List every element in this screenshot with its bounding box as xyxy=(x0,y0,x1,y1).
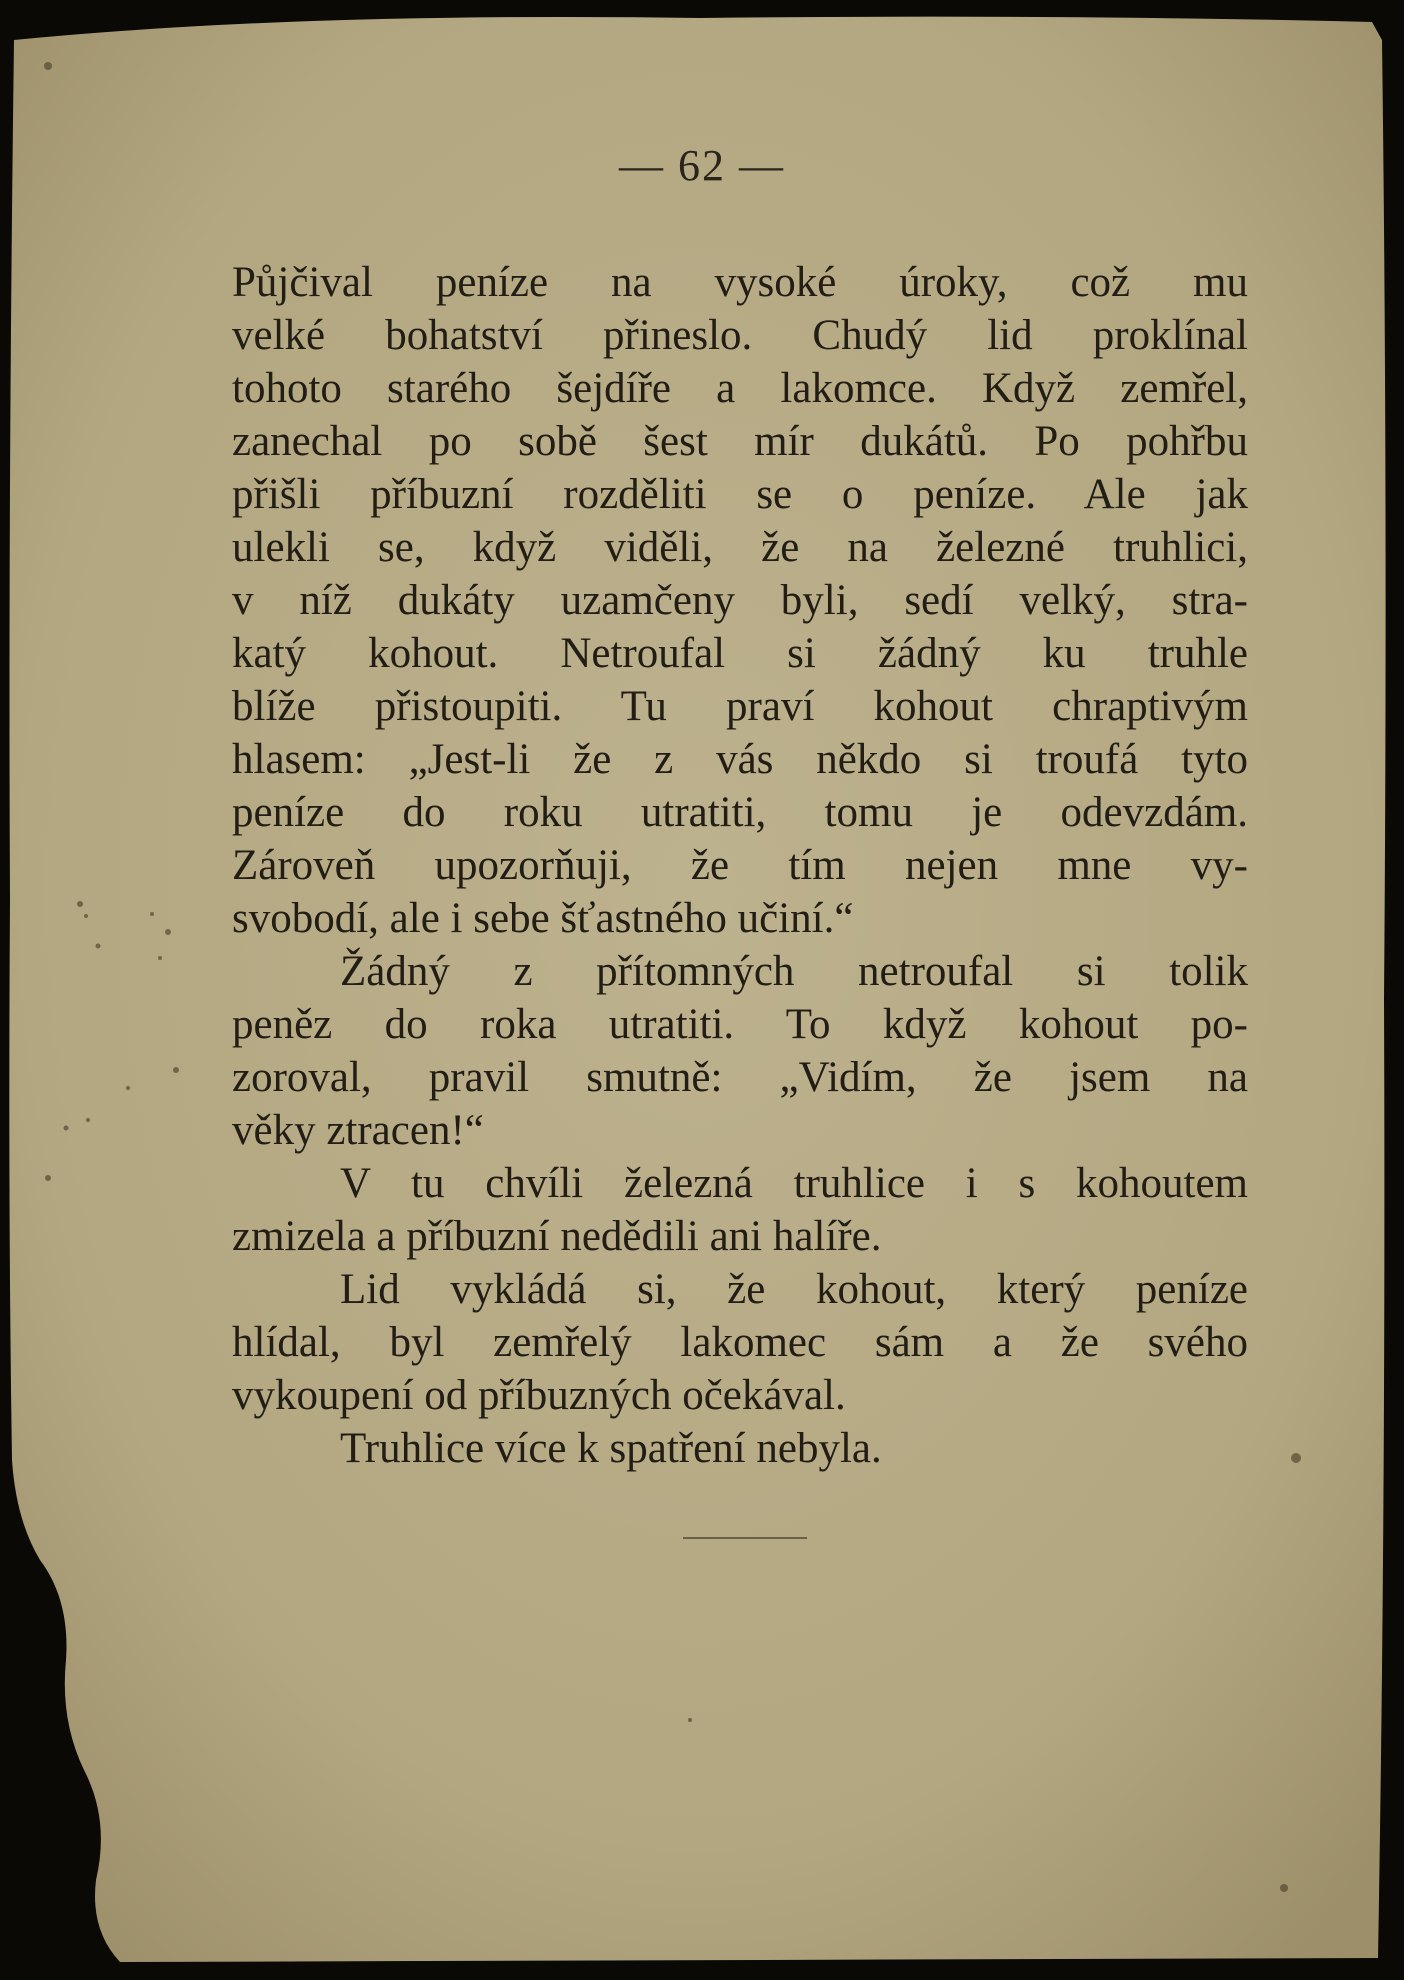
paragraph xyxy=(232,945,1248,1157)
paragraph xyxy=(232,1157,1248,1263)
story-text xyxy=(232,256,1248,1475)
text-line: katý kohout. Netroufal si žádný ku truhle xyxy=(232,630,1248,677)
text-line: Zároveň upozorňuji, že tím nejen mne vy- xyxy=(232,842,1248,889)
text-line: Žádný z přítomných netroufal si tolik xyxy=(340,948,1248,995)
paragraph xyxy=(232,1263,1248,1422)
text-line: Půjčival peníze na vysoké úroky, což mu xyxy=(232,259,1248,306)
text-line: věky ztracen!“ xyxy=(232,1107,484,1154)
paragraph xyxy=(232,256,1248,945)
text-line: peníze do roku utratiti, tomu je odevzdám. xyxy=(232,789,1248,836)
text-line: velké bohatství přineslo. Chudý lid proklínal xyxy=(232,312,1248,359)
text-line: Truhlice více k spatření nebyla. xyxy=(340,1425,882,1472)
text-line: peněz do roka utratiti. To když kohout po- xyxy=(232,1001,1248,1048)
text-line: zmizela a příbuzní nedědili ani halíře. xyxy=(232,1213,882,1260)
text-line: ulekli se, když viděli, že na železné truhlici, xyxy=(232,524,1248,571)
text-line: V tu chvíli železná truhlice i s kohoutem xyxy=(340,1160,1248,1207)
text-line: zanechal po sobě šest mír dukátů. Po pohřbu xyxy=(232,418,1248,465)
end-rule xyxy=(683,1537,807,1539)
paragraph xyxy=(232,1422,1248,1475)
text-line: zoroval, pravil smutně: „Vidím, že jsem na xyxy=(232,1054,1248,1101)
text-line: v níž dukáty uzamčeny byli, sedí velký, stra- xyxy=(232,577,1248,624)
text-line: tohoto starého šejdíře a lakomce. Když zemřel, xyxy=(232,365,1248,412)
text-line: svobodí, ale i sebe šťastného učiní.“ xyxy=(232,895,854,942)
page-number: — 62 — xyxy=(619,141,785,190)
text-line: Lid vykládá si, že kohout, který peníze xyxy=(340,1266,1248,1313)
text-line: blíže přistoupiti. Tu praví kohout chraptivým xyxy=(232,683,1248,730)
text-line: hlídal, byl zemřelý lakomec sám a že svého xyxy=(232,1319,1248,1366)
text-line: přišli příbuzní rozděliti se o peníze. Ale jak xyxy=(232,471,1248,518)
text-line: hlasem: „Jest-li že z vás někdo si troufá tyto xyxy=(232,736,1248,783)
text-line: vykoupení od příbuzných očekával. xyxy=(232,1372,846,1419)
